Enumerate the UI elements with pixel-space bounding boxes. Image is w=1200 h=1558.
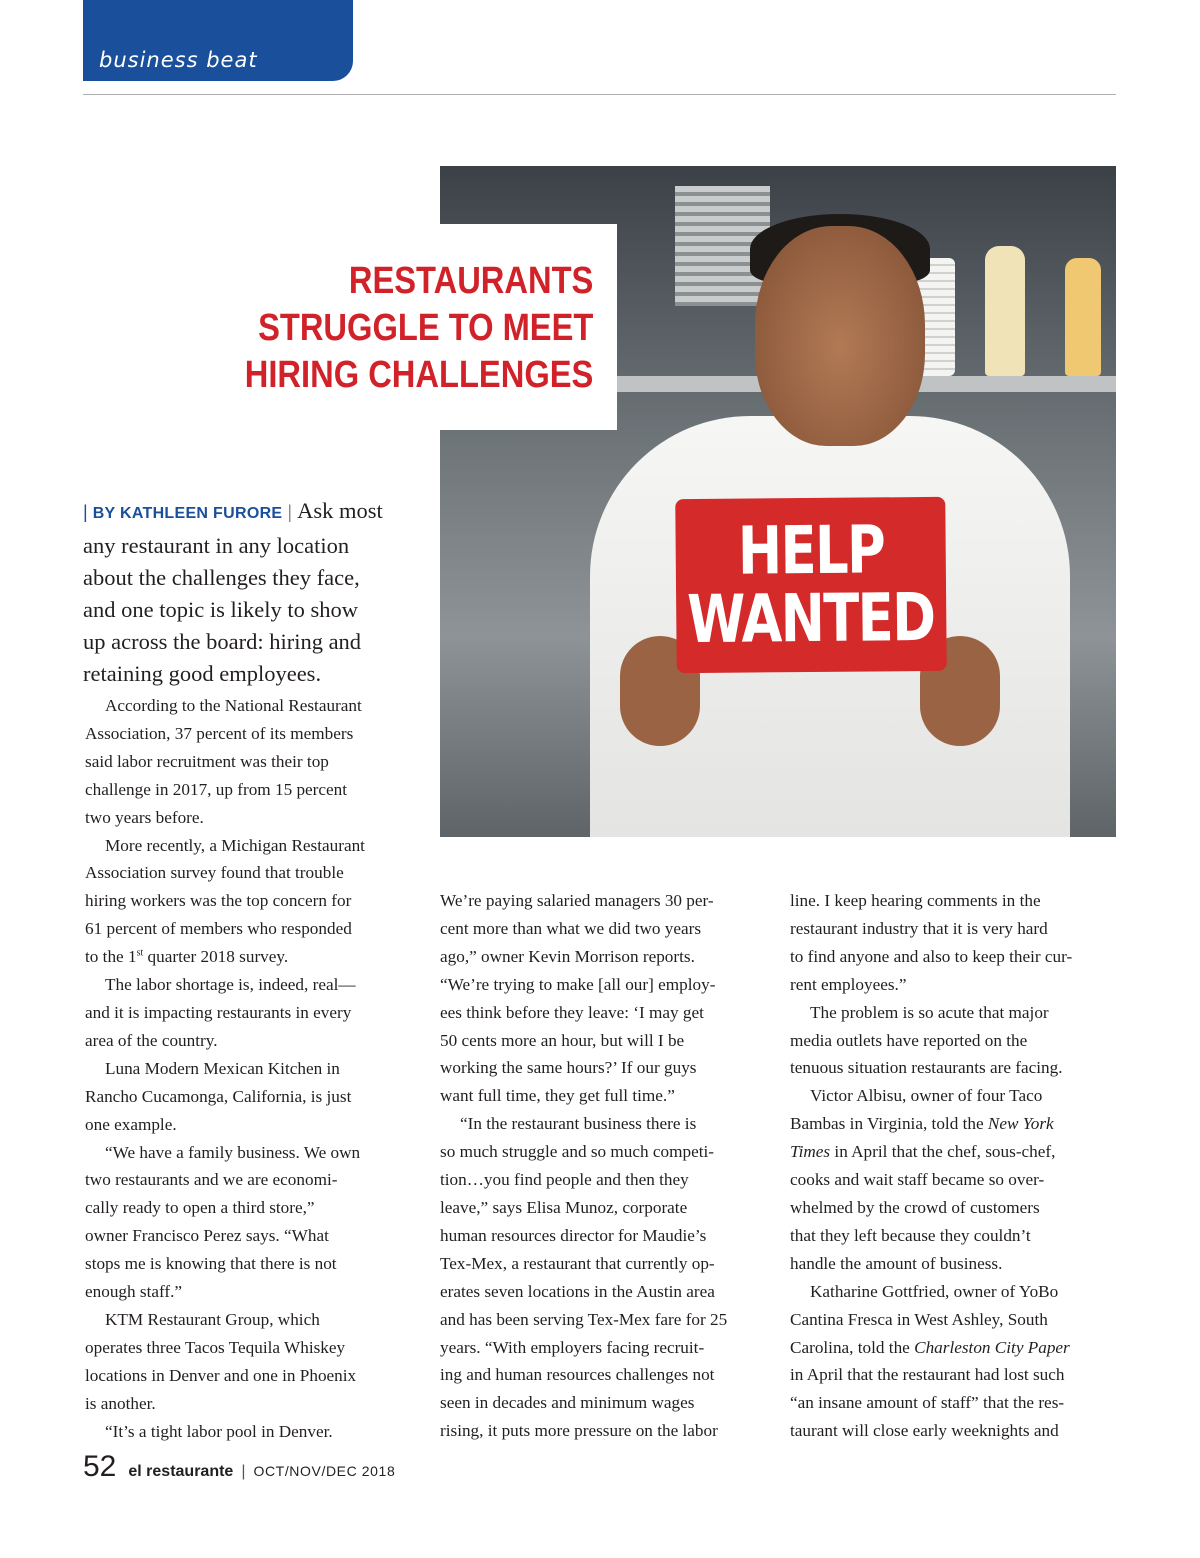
- text-line: ing and human resources challenges not: [440, 1365, 715, 1385]
- text-line: rising, it puts more pressure on the labor: [440, 1421, 718, 1441]
- issue-date: OCT/NOV/DEC 2018: [253, 1463, 396, 1479]
- bottle: [985, 246, 1025, 376]
- text-line: two restaurants and we are economi-: [85, 1170, 338, 1190]
- text-line: locations in Denver and one in Phoenix: [85, 1365, 357, 1385]
- text-line: in April that the chef, sous-chef,: [830, 1142, 1056, 1162]
- text-line: in April that the restaurant had lost such: [790, 1365, 1065, 1385]
- text-line: Rancho Cucamonga, California, is just: [85, 1086, 352, 1106]
- text-line: Victor Albisu, owner of four Taco: [810, 1086, 1043, 1106]
- text-line: erates seven locations in the Austin area: [440, 1281, 715, 1301]
- text-line: want full time, they get full time.”: [440, 1086, 675, 1106]
- text-line: cally ready to open a third store,”: [85, 1198, 315, 1218]
- bottle: [1065, 258, 1101, 376]
- text-line: tenuous situation restaurants are facing.: [790, 1058, 1063, 1078]
- lede-line: up across the board: hiring and: [83, 629, 362, 654]
- text-line: handle the amount of business.: [790, 1253, 1003, 1273]
- text-line: Cantina Fresca in West Ashley, South: [790, 1309, 1048, 1329]
- text-line: ees think before they leave: ‘I may get: [440, 1002, 704, 1022]
- text-line: leave,” says Elisa Munoz, corporate: [440, 1197, 688, 1217]
- paragraph: [85, 692, 415, 832]
- paragraph: [790, 887, 1120, 999]
- text-line: Association survey found that trouble: [85, 863, 344, 883]
- text-line: “It’s a tight labor pool in Denver.: [105, 1421, 333, 1441]
- text-line: and has been serving Tex-Mex fare for 25: [440, 1309, 728, 1329]
- paragraph: [85, 1055, 415, 1139]
- headline-line: STRUGGLE TO MEET: [257, 307, 593, 349]
- text-line: Katharine Gottfried, owner of YoBo: [810, 1281, 1059, 1301]
- lede-line: and one topic is likely to show: [83, 597, 358, 622]
- text-line: cent more than what we did two years: [440, 918, 702, 938]
- text-column-3: [790, 887, 1120, 1445]
- text-column-2: [440, 887, 770, 1445]
- text-line: cooks and wait staff became so over-: [790, 1170, 1045, 1190]
- section-tab: [83, 0, 353, 81]
- text-line: Carolina, told the: [790, 1337, 915, 1357]
- text-line: two years before.: [85, 807, 204, 827]
- paragraph: [790, 1278, 1120, 1445]
- text-line: “We’re trying to make [all our] employ-: [440, 974, 716, 994]
- chef-face: [755, 226, 925, 446]
- text-line: taurant will close early weeknights and: [790, 1421, 1059, 1441]
- text-line: to the 1: [85, 947, 137, 967]
- lede-line: any restaurant in any location: [83, 533, 350, 558]
- paragraph: [790, 1082, 1120, 1277]
- publication-name: New York: [987, 1114, 1054, 1134]
- text-line: hiring workers was the top concern for: [85, 891, 352, 911]
- text-line: Tex-Mex, a restaurant that currently op-: [440, 1253, 715, 1273]
- byline: BY KATHLEEN FURORE: [92, 505, 283, 522]
- header-rule: [83, 94, 1116, 95]
- text-line: 61 percent of members who responded: [85, 919, 352, 939]
- text-line: The labor shortage is, indeed, real—: [105, 975, 356, 995]
- publication-name: Times: [790, 1142, 831, 1162]
- text-line: More recently, a Michigan Restaurant: [105, 835, 365, 855]
- text-line: is another.: [85, 1393, 156, 1413]
- text-line: so much struggle and so much competi-: [440, 1142, 714, 1162]
- headline-box: [218, 224, 617, 430]
- text-line: ago,” owner Kevin Morrison reports.: [440, 946, 695, 966]
- text-line: quarter 2018 survey.: [143, 947, 289, 967]
- paragraph: [440, 887, 770, 1110]
- sign-text-line2: WANTED: [687, 578, 936, 659]
- ordinal-suffix: st: [136, 947, 144, 959]
- text-line: operates three Tacos Tequila Whiskey: [85, 1337, 346, 1357]
- text-line: whelmed by the crowd of customers: [790, 1197, 1040, 1217]
- headline: [244, 258, 593, 399]
- footer-separator: |: [241, 1463, 246, 1480]
- text-line: challenge in 2017, up from 15 percent: [85, 779, 348, 799]
- text-line: restaurant industry that it is very hard: [790, 918, 1048, 938]
- text-line: one example.: [85, 1114, 177, 1134]
- text-line: human resources director for Maudie’s: [440, 1225, 707, 1245]
- paragraph: [790, 999, 1120, 1083]
- byline-bar: |: [282, 502, 298, 522]
- text-line: enough staff.”: [85, 1282, 183, 1302]
- text-line: Association, 37 percent of its members: [85, 723, 354, 743]
- lede-line: about the challenges they face,: [83, 565, 360, 590]
- section-label: business beat: [99, 48, 258, 72]
- text-line: According to the National Restaurant: [105, 696, 362, 715]
- text-line: We’re paying salaried managers 30 per-: [440, 891, 714, 910]
- text-line: “In the restaurant business there is: [460, 1114, 697, 1134]
- paragraph: [440, 1110, 770, 1445]
- text-line: seen in decades and minimum wages: [440, 1393, 695, 1413]
- text-line: Bambas in Virginia, told the: [790, 1114, 988, 1134]
- text-line: The problem is so acute that major: [810, 1002, 1049, 1022]
- text-line: media outlets have reported on the: [790, 1030, 1028, 1050]
- paragraph: [85, 1139, 415, 1306]
- text-line: stops me is knowing that there is not: [85, 1254, 337, 1274]
- text-column-1: [85, 692, 415, 1445]
- text-line: years. “With employers facing recruit-: [440, 1337, 705, 1357]
- text-line: said labor recruitment was their top: [85, 751, 329, 771]
- text-line: owner Francisco Perez says. “What: [85, 1226, 329, 1246]
- text-line: working the same hours?’ If our guys: [440, 1058, 697, 1078]
- text-line: and it is impacting restaurants in every: [85, 1002, 352, 1022]
- publication-name: Charleston City Paper: [914, 1337, 1070, 1357]
- magazine-name: el restaurante: [128, 1463, 234, 1480]
- page-footer: [83, 1450, 395, 1484]
- text-line: Luna Modern Mexican Kitchen in: [105, 1058, 340, 1078]
- byline-bar: |: [83, 502, 93, 522]
- text-line: 50 cents more an hour, but will I be: [440, 1030, 685, 1050]
- text-line: that they left because they couldn’t: [790, 1225, 1031, 1245]
- paragraph: [85, 832, 415, 972]
- help-wanted-sign: [675, 497, 947, 673]
- lede-line: Ask most: [297, 498, 383, 523]
- text-line: “We have a family business. We own: [105, 1142, 361, 1162]
- lede-paragraph: [83, 495, 413, 690]
- text-line: rent employees.”: [790, 974, 907, 994]
- sign-text-line1: HELP: [737, 511, 885, 590]
- page-number: 52: [83, 1450, 117, 1483]
- text-line: area of the country.: [85, 1030, 218, 1050]
- lede-line: retaining good employees.: [83, 661, 322, 686]
- headline-line: HIRING CHALLENGES: [244, 354, 593, 396]
- text-line: KTM Restaurant Group, which: [105, 1309, 320, 1329]
- headline-line: RESTAURANTS: [348, 260, 593, 302]
- text-line: to find anyone and also to keep their cur-: [790, 946, 1073, 966]
- text-line: line. I keep hearing comments in the: [790, 891, 1041, 910]
- paragraph: [85, 1306, 415, 1418]
- paragraph: [85, 1418, 415, 1446]
- paragraph: [85, 971, 415, 1055]
- text-line: “an insane amount of staff” that the res-: [790, 1393, 1065, 1413]
- text-line: tion…you find people and then they: [440, 1170, 689, 1190]
